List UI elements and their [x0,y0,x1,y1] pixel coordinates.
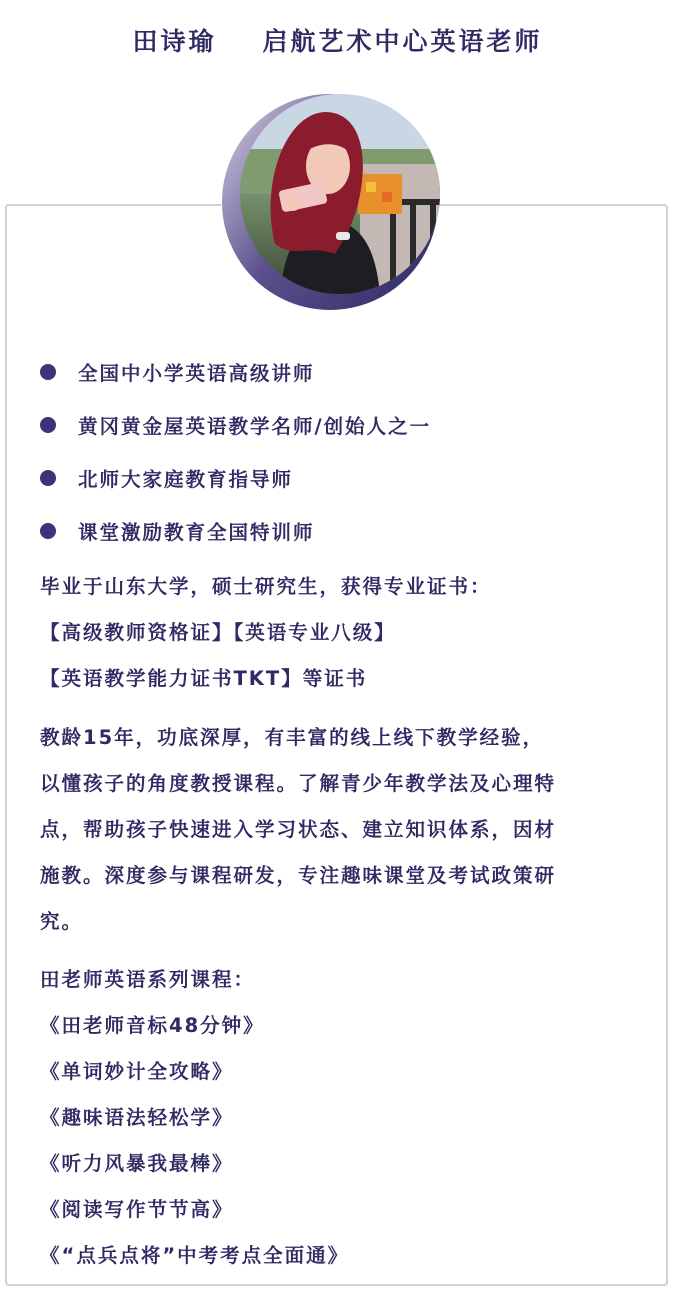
bullet-dot-icon [40,364,56,380]
course-item: 《阅读写作节节高》 [40,1198,234,1221]
page-header [0,22,675,58]
course-item: 《单词妙计全攻略》 [40,1060,234,1083]
intro-line: 究。 [40,910,84,933]
teacher-name: 田诗瑜 [132,27,217,56]
course-item: 《田老师音标48分钟》 [40,1014,265,1037]
education-line: 毕业于山东大学，硕士研究生，获得专业证书： [40,575,492,598]
list-item [40,504,640,557]
credential-text: 北师大家庭教育指导师 [78,467,294,491]
list-item [40,345,640,398]
intro-line: 教龄15年，功底深厚，有丰富的线上线下教学经验， [40,726,545,749]
courses-section [40,957,640,1279]
course-item: 《趣味语法轻松学》 [40,1106,234,1129]
credential-text: 课堂激励教育全国特训师 [78,520,315,544]
teacher-portrait-icon [240,94,440,294]
credential-text: 黄冈黄金屋英语教学名师/创始人之一 [78,414,432,438]
education-paragraph [40,564,640,702]
bullet-dot-icon [40,523,56,539]
credential-text: 全国中小学英语高级讲师 [78,361,315,385]
bullet-dot-icon [40,417,56,433]
education-line: 【高级教师资格证】【英语专业八级】 [40,621,396,644]
courses-heading: 田老师英语系列课程： [40,968,256,991]
intro-line: 施教。深度参与课程研发，专注趣味课堂及考试政策研 [40,864,557,887]
course-item: 《“点兵点将”中考考点全面通》 [40,1244,350,1267]
education-line: 【英语教学能力证书TKT】等证书 [40,667,368,690]
intro-line: 以懂孩子的角度教授课程。了解青少年教学法及心理特 [40,772,557,795]
intro-paragraph [40,715,640,945]
intro-line: 点，帮助孩子快速进入学习状态、建立知识体系，因材 [40,818,557,841]
bullet-dot-icon [40,470,56,486]
list-item [40,451,640,504]
list-item [40,398,640,451]
credentials-list [40,345,640,557]
course-item: 《听力风暴我最棒》 [40,1152,234,1175]
teacher-title: 启航艺术中心英语老师 [262,27,543,56]
